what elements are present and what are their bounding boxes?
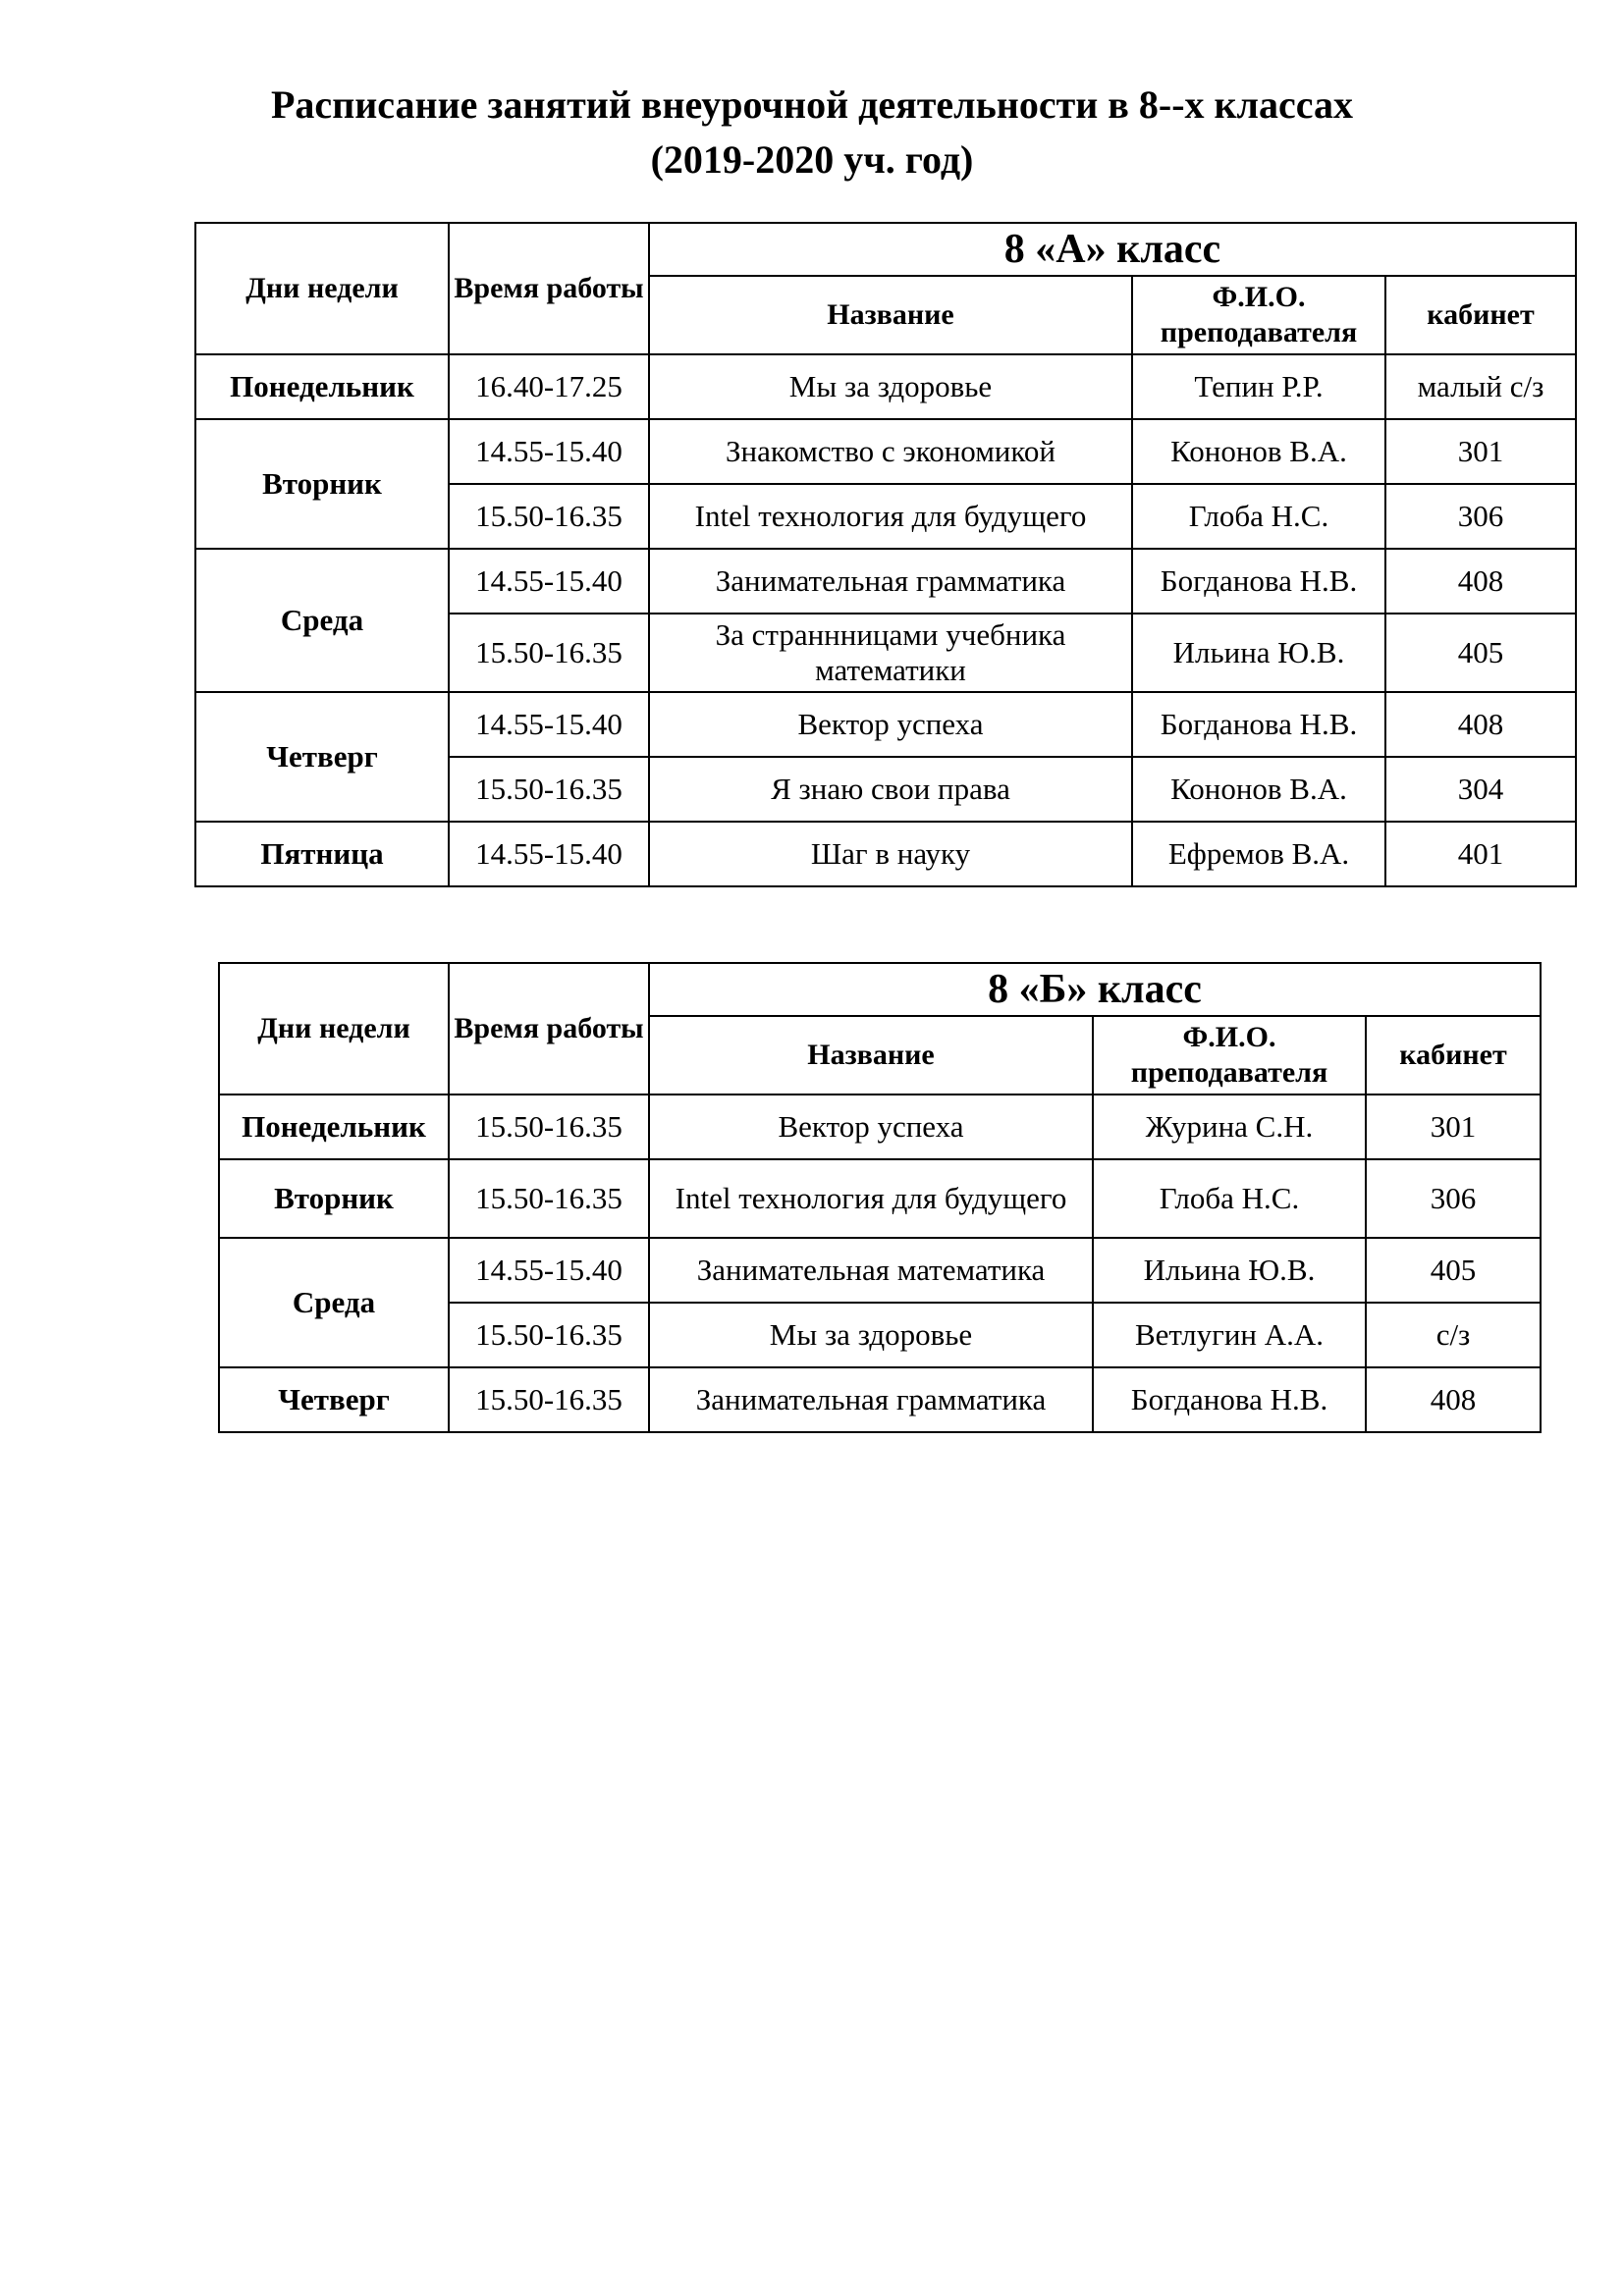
activity-name-cell: Занимательная грамматика [649,1367,1093,1432]
document-title-line-1: Расписание занятий внеурочной деятельности в 8--х классах [271,82,1353,127]
time-cell: 15.50-16.35 [449,1095,649,1159]
time-cell: 15.50-16.35 [449,757,649,822]
activity-name-cell: Шаг в науку [649,822,1132,886]
table-row [195,354,1576,419]
header-room: кабинет [1366,1016,1541,1095]
table-row [219,1095,1541,1159]
room-cell: 401 [1385,822,1576,886]
time-cell: 14.55-15.40 [449,822,649,886]
table-row [195,419,1576,484]
schedule-table-8a [194,222,1577,887]
class-label-8a: 8 «А» класс [649,223,1576,276]
teacher-cell: Журина С.Н. [1093,1095,1366,1159]
time-cell: 14.55-15.40 [449,1238,649,1303]
time-cell: 14.55-15.40 [449,692,649,757]
class-label-8b: 8 «Б» класс [649,963,1541,1016]
header-name: Название [649,1016,1093,1095]
activity-name-cell: За страннницами учебника математики [649,614,1132,692]
header-time: Время работы [449,963,649,1095]
room-cell: 405 [1366,1238,1541,1303]
teacher-cell: Глоба Н.С. [1132,484,1385,549]
activity-name-cell: Я знаю свои права [649,757,1132,822]
activity-name-cell: Занимательная математика [649,1238,1093,1303]
schedule-table-8b [218,962,1542,1433]
activity-name-cell: Занимательная грамматика [649,549,1132,614]
room-cell: 301 [1385,419,1576,484]
day-cell: Среда [219,1238,449,1367]
header-time: Время работы [449,223,649,354]
teacher-cell: Кононов В.А. [1132,419,1385,484]
activity-name-cell: Вектор успеха [649,1095,1093,1159]
teacher-cell: Глоба Н.С. [1093,1159,1366,1238]
teacher-cell: Богданова Н.В. [1132,549,1385,614]
room-cell: с/з [1366,1303,1541,1367]
teacher-cell: Ильина Ю.В. [1132,614,1385,692]
day-cell: Вторник [195,419,449,549]
table-row [195,822,1576,886]
day-cell: Четверг [195,692,449,822]
activity-name-cell: Intel технология для будущего [649,1159,1093,1238]
day-cell: Пятница [195,822,449,886]
time-cell: 15.50-16.35 [449,1159,649,1238]
room-cell: 408 [1385,692,1576,757]
document-title-line-2: (2019-2020 уч. год) [650,137,974,182]
activity-name-cell: Мы за здоровье [649,1303,1093,1367]
teacher-cell: Богданова Н.В. [1093,1367,1366,1432]
header-teacher: Ф.И.О. преподавателя [1132,276,1385,354]
teacher-cell: Кононов В.А. [1132,757,1385,822]
time-cell: 14.55-15.40 [449,549,649,614]
header-name: Название [649,276,1132,354]
teacher-cell: Ветлугин А.А. [1093,1303,1366,1367]
table-row [195,549,1576,614]
time-cell: 14.55-15.40 [449,419,649,484]
activity-name-cell: Мы за здоровье [649,354,1132,419]
day-cell: Четверг [219,1367,449,1432]
activity-name-cell: Вектор успеха [649,692,1132,757]
room-cell: 408 [1385,549,1576,614]
teacher-cell: Тепин Р.Р. [1132,354,1385,419]
header-day: Дни недели [195,223,449,354]
day-cell: Вторник [219,1159,449,1238]
room-cell: 304 [1385,757,1576,822]
time-cell: 15.50-16.35 [449,484,649,549]
activity-name-cell: Знакомство с экономикой [649,419,1132,484]
room-cell: 306 [1366,1159,1541,1238]
time-cell: 15.50-16.35 [449,1303,649,1367]
table-row [219,1238,1541,1303]
teacher-cell: Ильина Ю.В. [1093,1238,1366,1303]
day-cell: Понедельник [195,354,449,419]
time-cell: 15.50-16.35 [449,1367,649,1432]
header-day: Дни недели [219,963,449,1095]
day-cell: Понедельник [219,1095,449,1159]
header-room: кабинет [1385,276,1576,354]
room-cell: 306 [1385,484,1576,549]
header-teacher: Ф.И.О. преподавателя [1093,1016,1366,1095]
table-row [195,692,1576,757]
room-cell: 301 [1366,1095,1541,1159]
room-cell: малый с/з [1385,354,1576,419]
table-row [219,1367,1541,1432]
room-cell: 408 [1366,1367,1541,1432]
room-cell: 405 [1385,614,1576,692]
activity-name-cell: Intel технология для будущего [649,484,1132,549]
time-cell: 16.40-17.25 [449,354,649,419]
teacher-cell: Ефремов В.А. [1132,822,1385,886]
day-cell: Среда [195,549,449,692]
table-row [219,1159,1541,1238]
time-cell: 15.50-16.35 [449,614,649,692]
teacher-cell: Богданова Н.В. [1132,692,1385,757]
